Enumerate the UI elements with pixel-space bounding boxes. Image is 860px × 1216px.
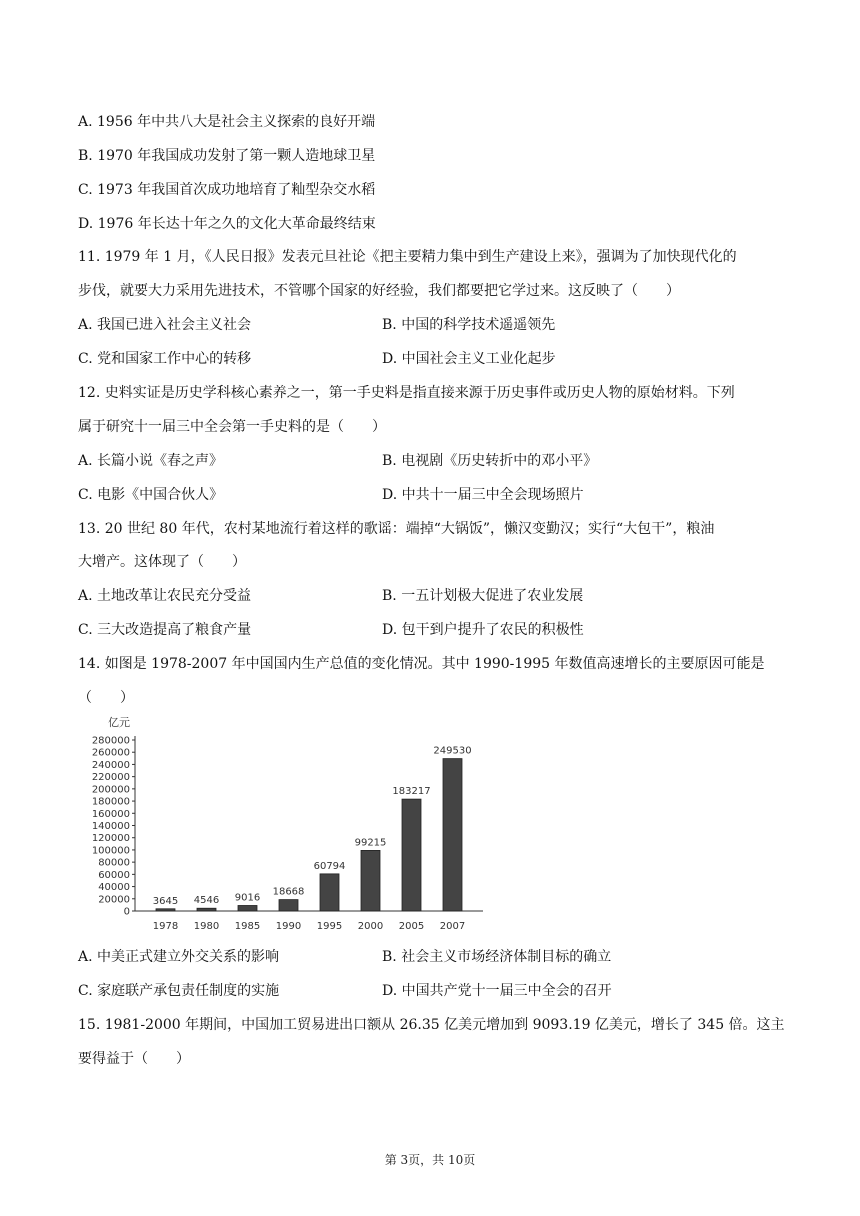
bar-2005 <box>402 799 421 911</box>
q10-option-b: B. 1970 年我国成功发射了第一颗人造地球卫星 <box>78 148 376 164</box>
y-tick-label: 260000 <box>91 747 130 759</box>
q12-option-d: D. 中共十一届三中全会现场照片 <box>382 487 584 503</box>
bar-value-labels <box>153 746 472 907</box>
bar-series <box>156 759 462 911</box>
bar-1990 <box>279 900 298 911</box>
bar-1980 <box>197 908 216 911</box>
y-tick-label: 140000 <box>91 821 130 832</box>
x-tick-label: 1995 <box>316 921 343 932</box>
page-footer: 第 3页，共 10页 <box>384 1153 476 1167</box>
q14-stem-line2: （ ） <box>78 690 134 706</box>
q14-option-d: D. 中国共产党十一届三中全会的召开 <box>382 983 612 999</box>
y-tick-label: 60000 <box>98 869 130 881</box>
y-tick-label: 180000 <box>91 796 130 808</box>
y-tick-labels <box>92 736 135 918</box>
q13-option-d: D. 包干到户提升了农民的积极性 <box>382 622 584 638</box>
y-tick-label: 40000 <box>98 882 130 894</box>
y-tick-label: 240000 <box>91 759 130 771</box>
bar-value-label: 18668 <box>272 886 305 898</box>
q13-option-a: A. 土地改革让农民充分受益 <box>78 588 252 604</box>
y-axis-unit-label: 亿元 <box>108 716 130 729</box>
bar-1978 <box>156 909 175 911</box>
bar-value-label: 4546 <box>193 895 220 907</box>
q15-stem-line2: 要得益于（ ） <box>78 1051 190 1067</box>
chart-axes <box>135 736 483 911</box>
y-tick-label: 20000 <box>98 894 130 906</box>
q11-stem-line2: 步伐，就要大力采用先进技术，不管哪个国家的好经验，我们都要把它学过来。这反映了（ ） <box>78 283 680 299</box>
q12-option-c: C. 电影《中国合伙人》 <box>78 487 224 503</box>
x-tick-label: 1985 <box>234 921 261 932</box>
y-tick-label: 280000 <box>91 735 130 747</box>
q11-option-a: A. 我国已进入社会主义社会 <box>78 317 252 333</box>
bar-1995 <box>320 874 339 911</box>
bar-value-label: 183217 <box>392 786 431 798</box>
x-tick-label: 1990 <box>275 921 302 932</box>
y-tick-label: 120000 <box>91 833 130 845</box>
q10-option-a: A. 1956 年中共八大是社会主义探索的良好开端 <box>78 114 376 130</box>
y-tick-label: 0 <box>123 906 130 918</box>
bar-value-label: 99215 <box>354 837 387 849</box>
q15-stem-line1: 15. 1981-2000 年期间，中国加工贸易进出口额从 26.35 亿美元增加到 9093.19 亿美元，增长了 345 倍。这主 <box>78 1017 785 1033</box>
q11-option-c: C. 党和国家工作中心的转移 <box>78 351 252 367</box>
y-tick-label: 200000 <box>91 784 130 796</box>
x-tick-label: 2007 <box>439 921 466 932</box>
x-tick-label: 2005 <box>398 921 425 932</box>
y-tick-label: 100000 <box>91 845 130 857</box>
bar-2007 <box>443 759 462 911</box>
gdp-bar-chart <box>78 712 498 944</box>
y-tick-label: 220000 <box>91 772 130 784</box>
q11-option-d: D. 中国社会主义工业化起步 <box>382 351 556 367</box>
q11-stem-line1: 11. 1979 年 1 月，《人民日报》发表元旦社论《把主要精力集中到生产建设上来》，强调为了加快现代化的 <box>78 249 737 265</box>
q10-option-c: C. 1973 年我国首次成功地培育了籼型杂交水稻 <box>78 182 376 198</box>
bar-2000 <box>361 850 380 911</box>
bar-value-label: 249530 <box>433 745 472 757</box>
bar-value-label: 60794 <box>313 860 346 872</box>
y-tick-label: 160000 <box>91 808 130 820</box>
bar-value-label: 3645 <box>152 895 179 907</box>
x-tick-label: 1978 <box>152 921 179 932</box>
x-tick-label: 2000 <box>357 921 384 932</box>
q14-option-c: C. 家庭联产承包责任制度的实施 <box>78 983 280 999</box>
x-tick-labels <box>153 921 465 932</box>
q13-option-b: B. 一五计划极大促进了农业发展 <box>382 588 584 604</box>
q14-option-b: B. 社会主义市场经济体制目标的确立 <box>382 949 612 965</box>
q13-stem-line2: 大增产。这体现了（ ） <box>78 554 246 570</box>
q11-option-b: B. 中国的科学技术遥遥领先 <box>382 317 556 333</box>
q12-option-a: A. 长篇小说《春之声》 <box>78 453 224 469</box>
bar-value-label: 9016 <box>234 892 261 904</box>
q13-option-c: C. 三大改造提高了粮食产量 <box>78 622 252 638</box>
q13-stem-line1: 13. 20 世纪 80 年代，农村某地流行着这样的歌谣：端掉“大锅饭”，懒汉变勤汉；实行“大包干”，粮油 <box>78 521 715 537</box>
x-tick-label: 1980 <box>193 921 220 932</box>
q14-option-a: A. 中美正式建立外交关系的影响 <box>78 949 280 965</box>
q12-stem-line2: 属于研究十一届三中全会第一手史料的是（ ） <box>78 419 386 435</box>
y-tick-label: 80000 <box>98 857 130 869</box>
q14-stem-line1: 14. 如图是 1978-2007 年中国国内生产总值的变化情况。其中 1990-1995 年数值高速增长的主要原因可能是 <box>78 656 765 672</box>
q12-stem-line1: 12. 史料实证是历史学科核心素养之一，第一手史料是指直接来源于历史事件或历史人物的原始材料。下列 <box>78 385 735 401</box>
bar-1985 <box>238 905 257 911</box>
q12-option-b: B. 电视剧《历史转折中的邓小平》 <box>382 453 598 469</box>
q10-option-d: D. 1976 年长达十年之久的文化大革命最终结束 <box>78 216 376 232</box>
